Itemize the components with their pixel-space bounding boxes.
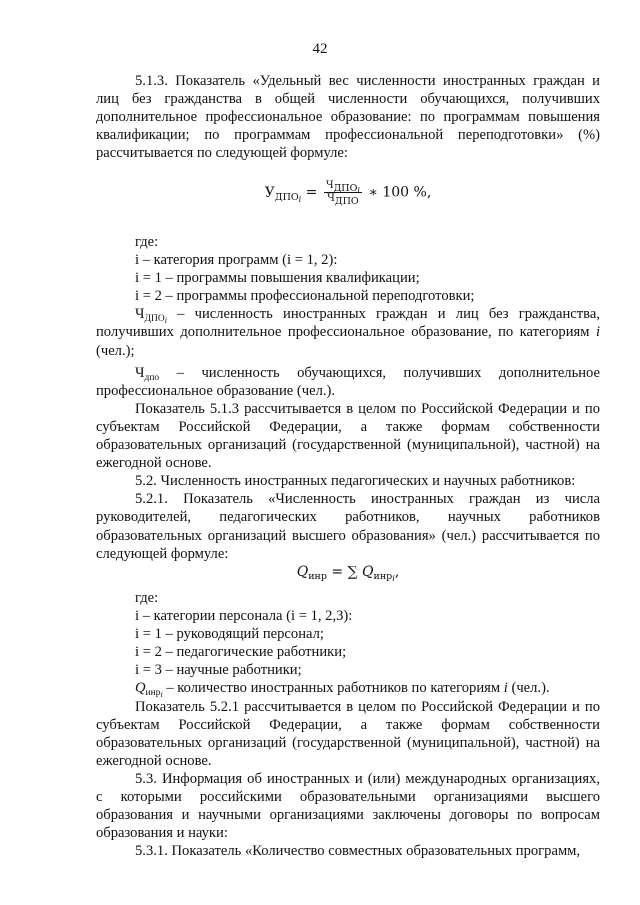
calc-note-5-1-3: Показатель 5.1.3 рассчитывается в целом по Российской Федерации и по субъектам Российской Федерации, а также формам собственности образовательных организаций (государственной (муниципальной), частной) на ежегодной основе.: [96, 400, 600, 472]
where-label: где:: [135, 590, 159, 606]
calc-note-5-2-1: Показатель 5.2.1 рассчитывается в целом по Российской Федерации и по субъектам Российской Федерации, а также формам собственности образовательных организаций (государственной (муниципальной), частной) на ежегодной основе.: [96, 698, 600, 769]
formula-tail: ,: [394, 564, 400, 580]
def-line: i = 2 – педагогические работники;: [135, 644, 347, 661]
fraction-denominator: $Ч_{ДПО}$: [327, 193, 359, 207]
heading-5-3: 5.3. Информация об иностранных и (или) международных организациях, с которыми российскими образовательными организациями высшего образования и научными организациями заключены договоры по вопросам образования и науки:: [96, 770, 600, 842]
formula-u-dpo: [96, 180, 600, 205]
formula-tail: ∗ 100 %,: [368, 184, 432, 201]
paragraph: 5.1.3. Показатель «Удельный вес численности иностранных граждан и лиц без гражданства в общей численности обучающихся, получивших дополнительное профессиональное образование: по программам повышения квалификации; по программам профессиональной переподготовки» (%) рассчитывается по следующей формуле:: [96, 73, 600, 162]
def-line: i = 1 – программы повышения квалификации;: [135, 270, 420, 287]
formula-lhs: $Q_{инр}$: [296, 564, 327, 582]
def-chdpoi: $Ч_{ДПО_i}$ – численность иностранных граждан и лиц без гражданства, получивших дополнительное профессиональное образование, по категориям i (чел.);: [96, 306, 600, 359]
def-line: i = 3 – научные работники;: [135, 662, 302, 679]
formula-q-inr: [96, 563, 600, 581]
page-number: 42: [312, 41, 328, 57]
def-q: $Q_{инр_i}$ – количество иностранных работников по категориям i (чел.).: [135, 680, 550, 700]
def-line: i = 2 – программы профессиональной переподготовки;: [135, 288, 475, 305]
def-line: i – категория программ (i = 1, 2):: [135, 252, 338, 269]
paragraph-5-2-1: 5.2.1. Показатель «Численность иностранных граждан из числа руководителей, педагогических работников, научных работников образовательных организаций высшего образования» (чел.) рассчитывается по следующей формуле:: [96, 491, 600, 562]
formula-fraction: [324, 180, 362, 205]
def-chdpo: $Ч_{дпо}$ – численность обучающихся, получивших дополнительное профессиональное образование (чел.).: [96, 364, 600, 399]
formula-rhs: $Q_{инр_i}$: [362, 564, 395, 583]
def-line: i – категории персонала (i = 1, 2,3):: [135, 608, 353, 625]
section-5-2-1-defs: [96, 589, 600, 860]
where-label: где:: [135, 234, 159, 250]
heading-5-2: 5.2. Численность иностранных педагогических и научных работников:: [135, 473, 576, 490]
formula-lhs: $У_{ДПО_i}$: [264, 184, 302, 204]
paragraph-5-3-1: 5.3.1. Показатель «Количество совместных образовательных программ,: [135, 843, 581, 860]
section-5-1-3-intro: [96, 72, 600, 162]
formula-eq-sum: = ∑: [331, 564, 358, 580]
section-5-1-3-defs: [96, 233, 600, 563]
def-line: i = 1 – руководящий персонал;: [135, 626, 324, 643]
fraction-numerator: $Ч_{ДПО_i}$: [325, 180, 360, 195]
formula-eq: =: [305, 184, 318, 201]
